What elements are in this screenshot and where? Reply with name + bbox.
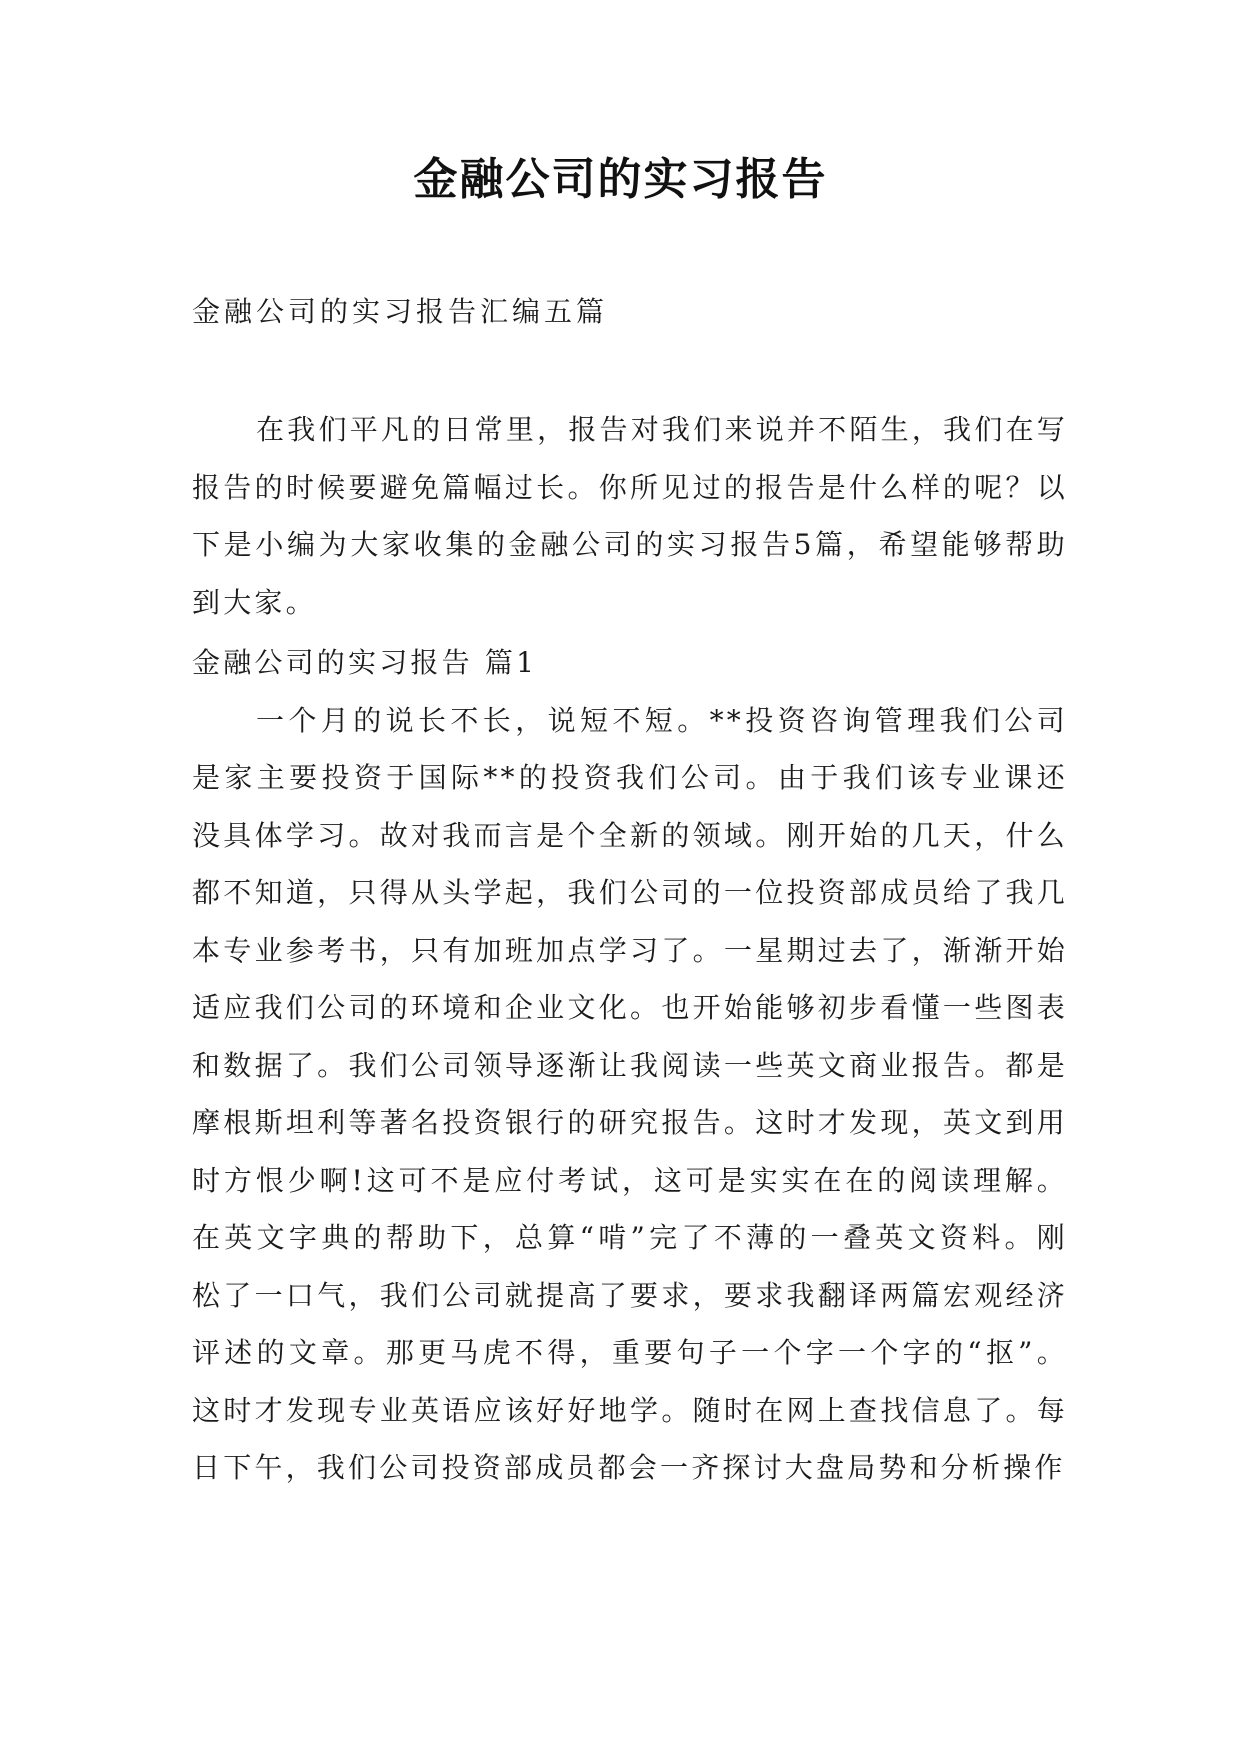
document-subtitle: 金融公司的实习报告汇编五篇: [192, 295, 609, 328]
intro-paragraph: 在我们平凡的日常里，报告对我们来说并不陌生，我们在写报告的时候要避免篇幅过长。你所见过的报告是什么样的呢？以下是小编为大家收集的金融公司的实习报告5篇，希望能够帮助到大家。: [192, 413, 1068, 619]
section-heading: 金融公司的实习报告 篇1: [192, 646, 538, 679]
article-block: [192, 634, 1068, 1497]
body-paragraph: 一个月的说长不长，说短不短。**投资咨询管理我们公司是家主要投资于国际**的投资我们公司。由于我们该专业课还没具体学习。故对我而言是个全新的领域。刚开始的几天，什么都不知道，只得从头学起，我们公司的一位投资部成员给了我几本专业参考书，只有加班加点学习了。一星期过去了，渐渐开始适应我们公司的环境和企业文化。也开始能够初步看懂一些图表和数据了。我们公司领导逐渐让我阅读一些英文商业报告。都是摩根斯坦利等著名投资银行的研究报告。这时才发现，英文到用时方恨少啊!这可不是应付考试，这可是实实在在的阅读理解。在英文字典的帮助下，总算“啃”完了不薄的一叠英文资料。刚松了一口气，我们公司就提高了要求，要求我翻译两篇宏观经济评述的文章。那更马虎不得，重要句子一个字一个字的“抠”。这时才发现专业英语应该好好地学。随时在网上查找信息了。每日下午，我们公司投资部成员都会一齐探讨大盘局势和分析操作: [192, 703, 1068, 1484]
intro-block: [192, 401, 1068, 631]
document-title: 金融公司的实习报告: [413, 154, 828, 205]
